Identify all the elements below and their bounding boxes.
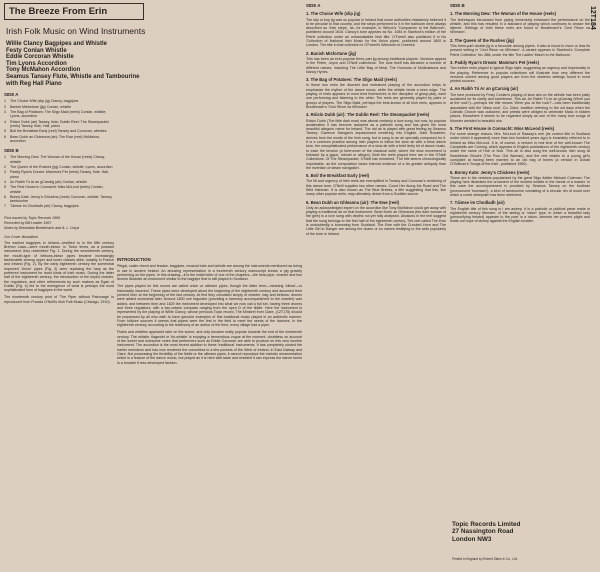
track-text: The First House in Connacht: Miss McLeod (reels) Conlan, whistle [10, 185, 104, 194]
track-note [306, 52, 446, 74]
publisher-line: London NW3 [452, 535, 492, 543]
track-text: Bonny Kate: Jenny's Chickens (reels) Corcoran, whistle; Tansey, tambourine [10, 194, 113, 204]
notes-by-note: Notes by Breandán Breathnach and A. L. Lloyd [4, 226, 79, 231]
track-note [306, 113, 446, 170]
track-number: 7 [4, 204, 6, 209]
recorded-by-note: Recorded by Bill Leader 1967 [4, 220, 52, 225]
performer: Festy Conlan Whistle [6, 47, 67, 54]
track-number: 3 [4, 170, 6, 175]
track-note [450, 39, 590, 57]
track-note-text: The lift and urgency of Irish reels are exemplified in Tansey and Corcoran's rendering of this dance tune. O'Neill supplies two other names, Count Her Along the Road and The Wild Irishman. It is also known as The Blue Breeks, a title suggesting that this, like many other popular reels, may ultimately derive from a Scottish source. [306, 179, 446, 197]
track-item [4, 105, 114, 109]
cover-illustration-text-2: The nineteenth century print of 'The Piper without Patronage' is reproduced from Francis O'Neill's Irish Folk Music (Chicago, 1910). [4, 295, 114, 304]
track-number: 6 [4, 134, 6, 139]
publisher-line: 27 Nassington Road [452, 528, 514, 536]
track-item [4, 110, 114, 119]
track-number: 1 [4, 99, 6, 104]
track-note-title: 3. The Bag of Potatoes: The Sligo Maid (reels) [306, 77, 397, 83]
track-note-title: 4. An Raibh Tú Ar an gCarraig (air) [450, 86, 519, 92]
track-note-text: These are in the versions popularized by the great Sligo fiddler Michael Coleman. The playing here illustrates the ornament of the modest whistle in the hands of a master. In this case the accompaniment is provided by Seamus Tansey on the bodhrán (pronounced 'bowrawn'), a kind of tambourine consisting of a circular rim of wood over which a cured sheepskin has been stretched. [450, 175, 590, 197]
track-number: 5 [4, 185, 6, 190]
album-title: The Breeze From Erin [4, 3, 144, 20]
printer-credit: Printed in England by Robert Stace & Co., Ltd. [452, 557, 518, 561]
introduction-paragraph: Pibgal, cuisle cheoil and feadan, bagpipes, musical tube and whistle are among the instruments mentioned as being in use in ancient Ireland. An amusing representation in a fourteenth century manuscript shows a pig gravely performing on the pipes. In this drawing—it is the initial letter of one of the chapters—the blow-pipe, chanter and two drones illustrate an instrument similar to the bagpipe that is still played in Scotland. [117, 264, 302, 282]
performer: Seamus Tansey Flute, Whistle and Tambourine [6, 73, 140, 80]
track-note-title: 2. The Queen of the Rushes (jig) [450, 37, 514, 43]
cover-illustration-text: The earliest bagpipes in Ireland—testified to in the fifth century Brehon Laws—were mouth-blown. In Tudor times, as a peasant instrument, they resembled Fig. 1. During the seventeenth century, the mouth-type of bellows-blown pipes became increasingly fashionable among upper and lower classes alike, notably in France and Ireland (Fig. 2). By the early eighteenth century the somewhat improved 'Union' pipes (Fig. 3) were replacing the harp as the preferred instrument for most kinds of Irish music. During the latter half of the eighteenth century, the introduction of the keyed chanter, the regulators, and other refinements by such makers as Egan of Dublin (Fig. 4) led to the emergence of what is perhaps the most sophisticated form of bagpipes in the world. [4, 240, 114, 293]
track-number: 4 [4, 179, 6, 184]
track-note-text: Two further reels played in typical Sligo style, suggesting an urgency and impetuosity in the playing. Reference to popular collections will illustrate how very different the versions current among good players are from the skeleton settings found in most printed sources. [450, 66, 590, 84]
track-note [306, 12, 446, 47]
first-issued-note: First issued by Topic Records 1969 [4, 215, 60, 220]
track-item [4, 99, 114, 103]
track-note-title: 1. The Morning Dew: The Woman of the House (reels) [450, 11, 557, 17]
performer: Tim Lyons Accordion [6, 60, 67, 67]
introduction-paragraph: Flutes and whistles appeared later on the scene, and only became really popular towards the end of the nineteenth century. The whistle, flageolet or 'tin-whistle' is enjoying a tremendous vogue at the moment, doubtless on account of the sweet and lonesome notes that performers such as Eddie Corcoran are able to produce on this very humble instrument. The accordion is the most recent addition to these 'traditional' instruments. It has completely ousted the earlier melodeon and has now rendered the concertina to a few pockets of the West of Ireland, in East Galway and Clare. Not possessing the flexibility of the fiddle or the uilleann pipes, it cannot reproduce the melodic ornamentation which is a feature of the dance music, but played as it is here with taste and restraint it can express the dance tunes in a broader if less developed fashion. [117, 330, 302, 365]
publisher-address [452, 521, 520, 543]
track-item [4, 185, 114, 194]
column-credits [4, 0, 146, 572]
track-item [4, 204, 114, 208]
track-note [450, 201, 590, 223]
track-note-title: 6. Bean Dubh an Ghleanna (air): The Ewe (reel) [306, 199, 400, 205]
track-note-title: 7. Táimse im Chodladh (air) [450, 200, 505, 206]
track-note [450, 127, 590, 167]
track-number: 1 [4, 155, 6, 160]
track-note-text: The techniques introduced from piping immensely enhanced the performance on the whistle, and this has resulted in a standard of playing which continues to amaze the listener. Settings of both these reels are found in Breathnach's 'Ceol Rince na hÉireann'. [450, 17, 590, 35]
track-number: 2 [4, 104, 6, 109]
catalog-number-text: 12T184 [589, 6, 596, 30]
track-note-title: 6. Bonny Kate: Jenny's Chickens (reels) [450, 169, 530, 175]
track-note [450, 171, 590, 198]
side-b-heading: SIDE B [4, 148, 19, 154]
column-side-a-notes [306, 4, 446, 572]
performer: Willie Clancy Bagpipes and Whistle [6, 41, 107, 47]
track-note-text: Only an acknowledged expert on the accordion like Tony McMahon could get away with playing a traditional air on that instrument. Bean Dubh an Ghleanna (the dark woman of the glen) is a love song with depths not yet fully analysed. Allusions in the text suggest that the song belongs to the first half of the eighteenth century. The reel called The Ewe is undoubtedly a borrowing from Scotland. The Ewe with the Crooked Horn and The Little Girl in Danger are among the dozen or so names testifying to the wide popularity of the tune in Ireland. [306, 205, 446, 236]
catalog-number [588, 6, 598, 46]
track-text: An Raibh Tú Ar an gCarraig (air) Conlan, whistle [10, 179, 87, 184]
track-note-text: Róisín Dubh (The little dark rose) was almost certainly a love song, but now, by popular acclamation it has become accepted as a patriotic song and has given the most beautiful allegoric name for Ireland. The old air is played with great feeling by Seamus Tansey. Clarence Mangan's impassioned rendering into English, Dark Rosaleen, derives from the words of the Irish song, but is sung to an air specially composed for it. It is a common practice among Irish players to follow the slow air with a brisk dance tune, the unsophisticated performance of a slow air with a brief lively bit of dance music, to ease the tension (a forerunner of the classical suite, where the slow movement is followed by a gigue, minuet or allegro). Both the reels played here are in the O'Neill Collections. Of The Steampacket, O'Neill has remarked, 'The title seems chronologically improbable, as the composition bears internal evidence of a far greater antiquity than the invention of steam navigation'. [306, 118, 446, 170]
track-number: 2 [4, 165, 6, 170]
track-number: 5 [4, 129, 6, 134]
track-note-text: The English title of this song is I am asleep. It is a patriotic or political piece made in eighteenth century Munster, of the aisling or 'vision' type, in which a beautiful lady (personifying Ireland) appears to the poet in a vision, laments her present plight and holds out hope of victory against the English invader. [450, 206, 590, 224]
performer: with Reg Hall Piano [6, 80, 62, 87]
track-note [306, 174, 446, 196]
track-number: 3 [4, 110, 6, 115]
cover-illustration-heading: Our Cover Illustration [4, 234, 38, 239]
track-item [4, 195, 114, 204]
performer: Eddie Corcoran Whistle [6, 54, 74, 61]
track-note [450, 87, 590, 122]
track-number: 6 [4, 194, 6, 199]
track-text: The Queen of the Rushes (jig) Conlan, whistle; Lyons, accordion [10, 165, 113, 170]
side-a-track-list [4, 99, 114, 143]
track-note-title: 4. Róisín Dubh (air): The Dublin Reel: The Steampacket (reels) [306, 112, 430, 118]
album-subtitle: Irish Folk Music on Wind Instruments [6, 26, 146, 36]
track-note-text: This three-part double jig is a favourite among pipers. It also is found in more or less its present setting in 'Ceol Rince na hÉireann'. A variant appears in Stanford's 'Complete Petrie Collection' No. 886, under the title The Ladies' March to the Ballroom. [450, 44, 590, 57]
performer-credits [6, 41, 186, 87]
track-text: Bean Dubh an Ghleanna (air): The Ewe (reel) McMahon, accordion [10, 134, 101, 143]
side-b-track-list [4, 155, 114, 208]
track-note-text: This has been an ever-popular three-part jig among traditional players. Versions appear in the Petrie, Joyce and O'Neill collections. The tune itself has attracted a number of different names, including The Little Bag of Meal, The Humours of Mullinafauna and Nancy Hynes. [306, 56, 446, 74]
track-text: Táimse im Chodladh (air) Clancy, bagpipes [10, 204, 79, 209]
track-number: 4 [4, 119, 6, 124]
track-text: Paddy Ryan's Dream: Mamma's Pet (reels) Tansey, flute, Hall, piano [10, 170, 109, 179]
track-note-title: 1. The Choice Wife (slip jig) [306, 11, 361, 17]
introduction-heading: INTRODUCTION [117, 257, 151, 262]
track-item [4, 170, 114, 179]
track-item [4, 180, 114, 184]
track-note [306, 78, 446, 109]
introduction-paragraph: The pipes played on this record are called union or uilleann pipes, though the latter term—meaning 'elbow'—is historically incorrect. These pipes were developed about the beginning of the eighteenth century and assumed their present form at the beginning of the last century. At first they consisted simply of chanter, bag and bellows; drones were added somewhat later. Around 1800 one regulator (providing a harmony accompaniment to the chanter) was added, and between then and 1820 the instrument developed into what we now call a full set, having three drones and three regulators, with a two-octave compass ranging from the open D of the fiddle. Here the instrument is represented by the playing of Willie Clancy, whose previous Topic record, The Minstrel from Clare, (12T175) should be possessed by all who wish to have genuine examples of this traditional music played in an authentic manner. From folklore sources it seems that pipers were the first in the field to meet the needs of the dancers. In the eighteenth century, according to the testimony of an author of the time, every village had a piper. [117, 284, 302, 328]
track-text: The Bag of Potatoes: The Sligo Maid (reels) Conlan, whistle; Lyons, accordion [10, 110, 107, 119]
side-a-notes-heading: SIDE A [306, 3, 321, 8]
track-text: Banish Misfortune (jig) Conlan, whistle [10, 104, 72, 109]
track-note-title: 5. Boil the Breakfast Early (reel) [306, 173, 370, 179]
track-text: The Morning Dew: The Woman of the House (reels) Clancy, whistle [10, 155, 106, 164]
track-item [4, 155, 114, 164]
column-introduction [117, 258, 302, 572]
track-text: The Choice Wife (slip jig) Clancy, bagpipes [10, 99, 79, 104]
track-note-text: The slip or hop jig was so popular in Ireland that some authorities mistakenly believed it to be peculiar to that country, and the steps performed to it in the ballroom were always described as 'Irish steps', as, for example, in Wilson's 'Companion to the Ballroom', published around 1816. Clancy's tune appears as No. 1084 in Stanford's edition of the Petrie collection under an untranslatable Irish title. O'Farrell also published it in his 'Collection of National Irish Music for the Union pipes', published around 1800 in London. The title in that collection is O'Farrell's Welcome to Limerick. [306, 17, 446, 48]
track-note [450, 61, 590, 83]
publisher-line: Topic Records Limited [452, 521, 521, 528]
side-a-heading: SIDE A [4, 92, 19, 98]
track-note-text: In these two reels the discreet and restrained playing of the accordion helps to emphasize the rhythm of the dance music, while the whistle lends a keen edge. The playing of reels appears to most lend themselves to the discipline of group-play, each one performing and listening to the other. The reels are generally played by pairs or groups of players. The Sligo Maid, perhaps the best-known of all Irish reels, appears in Breathnach's 'Ceol Rince na hÉireann'. [306, 83, 446, 109]
side-b-notes-heading: SIDE B [450, 3, 465, 8]
track-note [306, 201, 446, 236]
track-text: Róisín Dubh (air) Tansey, flute; Dublin Reel: The Steampacket (reels) Tansey, flute, Hall, piano [10, 119, 109, 128]
track-item [4, 135, 114, 144]
track-note-title: 3. Paddy Ryan's Dream: Mamma's Pet (reels) [450, 59, 540, 65]
track-text: Boil the Breakfast Early (reel) Tansey and Corcoran, whistles [10, 129, 107, 134]
track-note [450, 12, 590, 34]
track-note-text: For some strange reason, Mrs. McLeod of Raasay's reel (its correct title in Scotland under which it appeared) more than two hundred years ago) is invariably referred to in Ireland as Miss McLeod. It is, of course, a version in real time of the well-known The Campbells are Coming, which appears in English publications of the eighteenth century under the name of Hob or Nob. This air is also sung the well-known Irish song At Seanbhean Bhocht (The Poor Old Woman), and the reel relates to a young girl's complaint at having been married to an old hag of bones (a version in Donall O'Sullivan's 'Songs of the Irish', published 1960). [450, 132, 590, 167]
track-item [4, 129, 114, 133]
track-item [4, 120, 114, 129]
track-note-title: 2. Banish Misfortune (jig) [306, 50, 357, 56]
column-side-b-notes [450, 4, 590, 512]
track-note-title: 5. The First House in Connacht: Miss McLeod (reels) [450, 125, 555, 131]
track-note-text: The tone produced by Festy Conlan's playing of slow airs on the whistle has been justly acclaimed for its clarity and sweetness. This air, An Raibh Tú Ar an gCarraig (Were you at the rock?)—perhaps the title means 'Were you at the rock?'—has been traditionally associated with the 'Mass rock'. Co. Clare, tradition referring to the old days when the Catholic Church was outlawed, and priests were obliged to celebrate Mass in hidden places. Elsewhere it seems to be regarded simply as one of the many love songs of Munster wedded to beautiful airs. [450, 92, 590, 123]
track-item [4, 165, 114, 169]
performer: Tony McMahon Accordion [6, 67, 81, 74]
